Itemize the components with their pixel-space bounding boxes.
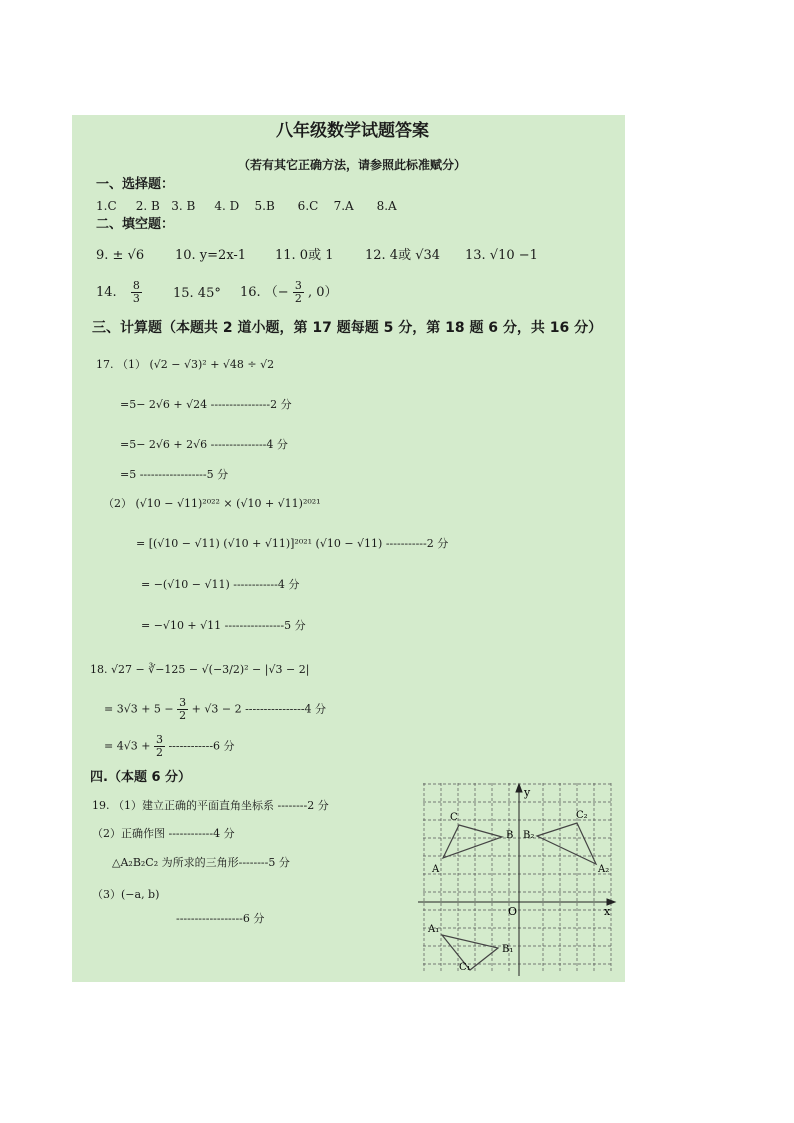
q16-fraction bbox=[293, 280, 304, 305]
answer-q16 bbox=[240, 280, 338, 305]
label-A2: A₂ bbox=[598, 864, 610, 875]
label-C1: C₁ bbox=[459, 962, 471, 973]
q18-step1-numerator: 3 bbox=[179, 696, 187, 709]
q17-2-step3: = −√10 + √11 ----------------5 分 bbox=[141, 619, 306, 632]
triangle-a2b2c2 bbox=[537, 823, 596, 864]
label-C2: C₂ bbox=[576, 810, 588, 821]
label-B1: B₁ bbox=[502, 944, 514, 955]
answer-q11: 11. 0或 1 bbox=[275, 248, 334, 263]
page-title: 八年级数学试题答案 bbox=[276, 121, 429, 141]
q18-problem: 18. √27 − ∛−125 − √(−3/2)² − |√3 − 2| bbox=[90, 663, 310, 676]
section-heading-four: 四.（本题 6 分） bbox=[90, 770, 192, 785]
q18-step1-fraction bbox=[177, 697, 188, 722]
triangle-abc bbox=[443, 825, 502, 858]
q18-step2-denominator: 2 bbox=[155, 746, 163, 759]
q18-step2-fraction bbox=[154, 734, 165, 759]
q18-step1-denominator: 2 bbox=[179, 709, 187, 722]
q14-fraction bbox=[131, 280, 142, 305]
q18-step2 bbox=[104, 734, 235, 759]
q14-numerator: 8 bbox=[132, 279, 140, 292]
q17-1-step2: =5− 2√6 + 2√6 ---------------4 分 bbox=[120, 438, 288, 451]
q16-denominator: 2 bbox=[294, 292, 302, 305]
choice-answers: 1.C 2. B 3. B 4. D 5.B 6.C 7.A 8.A bbox=[96, 199, 397, 213]
q17-2-step2: = −(√10 − √11) ------------4 分 bbox=[141, 578, 300, 591]
q19-part2-result: △A₂B₂C₂ 为所求的三角形--------5 分 bbox=[112, 856, 290, 869]
q19-part3-score: ------------------6 分 bbox=[176, 912, 265, 925]
answer-q13: 13. √10 −1 bbox=[465, 248, 538, 263]
coordinate-figure bbox=[418, 778, 618, 978]
q18-step2-numerator: 3 bbox=[155, 733, 163, 746]
answer-sheet-upper bbox=[72, 115, 625, 647]
page-subtitle: （若有其它正确方法，请参照此标准赋分） bbox=[238, 158, 467, 172]
q18-step1 bbox=[104, 697, 326, 722]
answer-q14 bbox=[96, 280, 142, 305]
q19-part3: （3）(−a, b) bbox=[92, 888, 160, 901]
section-heading-choice: 一、选择题： bbox=[96, 177, 175, 192]
q19-part1: 19. （1）建立正确的平面直角坐标系 --------2 分 bbox=[92, 799, 329, 812]
label-B: B bbox=[506, 830, 514, 841]
q17-1-problem: 17. （1） (√2 − √3)² + √48 ÷ √2 bbox=[96, 358, 275, 371]
label-A: A bbox=[432, 864, 440, 875]
q17-1-step1: =5− 2√6 + √24 ----------------2 分 bbox=[120, 398, 292, 411]
q17-2-step1: = [(√10 − √11) (√10 + √11)]²⁰²¹ (√10 − √11) -----------2 分 bbox=[136, 537, 449, 550]
q16-numerator: 3 bbox=[294, 279, 302, 292]
q18-step2-lead: = 4√3 + bbox=[104, 739, 151, 753]
label-A1: A₁ bbox=[428, 924, 440, 935]
q18-step2-tail: ------------6 分 bbox=[168, 739, 235, 753]
label-B2: B₂ bbox=[523, 830, 535, 841]
answer-q10: 10. y=2x-1 bbox=[175, 248, 247, 263]
q17-1-step3: =5 ------------------5 分 bbox=[120, 468, 229, 481]
q16-label: 16. （− bbox=[240, 285, 289, 300]
q18-step1-lead: = 3√3 + 5 − bbox=[104, 702, 174, 716]
label-C: C bbox=[450, 812, 458, 823]
section-heading-calc: 三、计算题（本题共 2 道小题，第 17 题每题 5 分，第 18 题 6 分，共 16 分） bbox=[92, 320, 603, 336]
section-heading-fill: 二、填空题： bbox=[96, 217, 175, 232]
q17-2-problem: （2） (√10 − √11)²⁰²² × (√10 + √11)²⁰²¹ bbox=[103, 497, 321, 510]
answer-q12: 12. 4或 √34 bbox=[365, 248, 441, 263]
x-axis-label: x bbox=[604, 905, 611, 918]
q19-part2: （2）正确作图 ------------4 分 bbox=[92, 827, 235, 840]
q16-tail: , 0） bbox=[307, 285, 338, 300]
answer-q15: 15. 45° bbox=[173, 286, 221, 301]
q14-label: 14. bbox=[96, 285, 117, 300]
q18-step1-tail: + √3 − 2 ----------------4 分 bbox=[191, 702, 327, 716]
y-axis-label: y bbox=[524, 786, 531, 799]
answer-q9: 9. ± √6 bbox=[96, 248, 145, 263]
origin-label: O bbox=[508, 905, 518, 918]
q14-denominator: 3 bbox=[132, 292, 140, 305]
